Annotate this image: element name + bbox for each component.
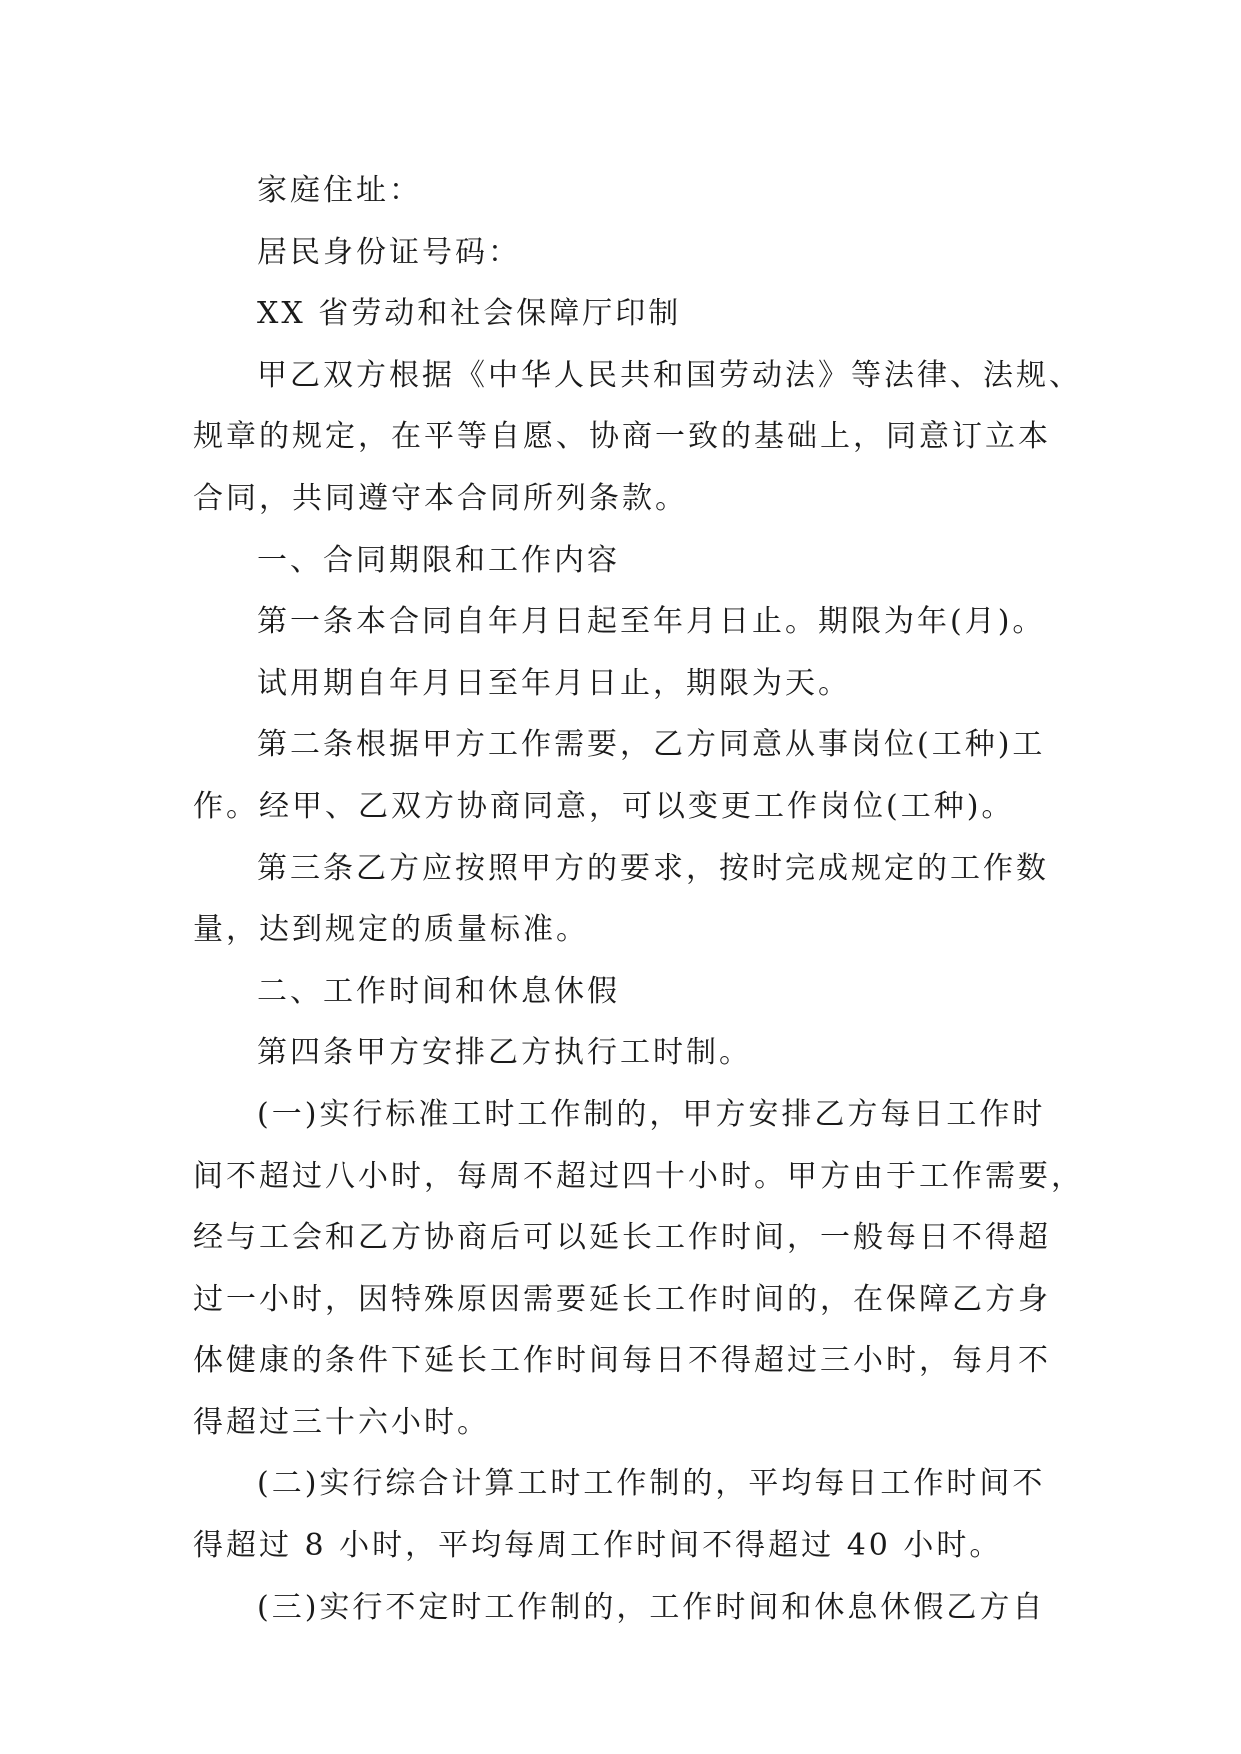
document-line: 家庭住址： [257,173,422,208]
document-line: 得超过 8 小时，平均每周工作时间不得超过 40 小时。 [193,1528,1003,1564]
document-line: 经与工会和乙方协商后可以延长工作时间，一般每日不得超 [193,1220,1051,1256]
document-line: XX 省劳动和社会保障厅印制 [257,296,682,332]
document-line: 第二条根据甲方工作需要，乙方同意从事岗位(工种)工 [257,727,1046,763]
document-line: 体健康的条件下延长工作时间每日不得超过三小时，每月不 [193,1343,1051,1379]
document-line: 甲乙双方根据《中华人民共和国劳动法》等法律、法规、 [257,357,1082,393]
document-line: 居民身份证号码： [257,234,521,270]
document-line: (二)实行综合计算工时工作制的，平均每日工作时间不 [257,1466,1046,1502]
document-line: 间不超过八小时，每周不超过四十小时。甲方由于工作需要， [193,1158,1084,1194]
document-line: 规章的规定，在平等自愿、协商一致的基础上，同意订立本 [193,419,1051,455]
document-line: 第三条乙方应按照甲方的要求，按时完成规定的工作数 [257,850,1049,886]
document-line: 过一小时，因特殊原因需要延长工作时间的，在保障乙方身 [193,1281,1051,1317]
document-line: 二、工作时间和休息休假 [257,973,620,1009]
document-line: 得超过三十六小时。 [193,1404,490,1440]
document-line: (三)实行不定时工作制的，工作时间和休息休假乙方自 [257,1589,1046,1625]
document-line: 一、合同期限和工作内容 [257,542,620,578]
document-line: 试用期自年月日至年月日止，期限为天。 [257,665,851,701]
document-line: (一)实行标准工时工作制的，甲方安排乙方每日工作时 [257,1096,1046,1132]
document-line: 合同，共同遵守本合同所列条款。 [193,480,688,516]
document-line: 量，达到规定的质量标准。 [193,912,589,948]
document-line: 第四条甲方安排乙方执行工时制。 [257,1035,752,1071]
document-line: 作。经甲、乙双方协商同意，可以变更工作岗位(工种)。 [193,788,1015,824]
document-line: 第一条本合同自年月日起至年月日止。期限为年(月)。 [257,604,1046,640]
document-body [193,160,1084,1638]
